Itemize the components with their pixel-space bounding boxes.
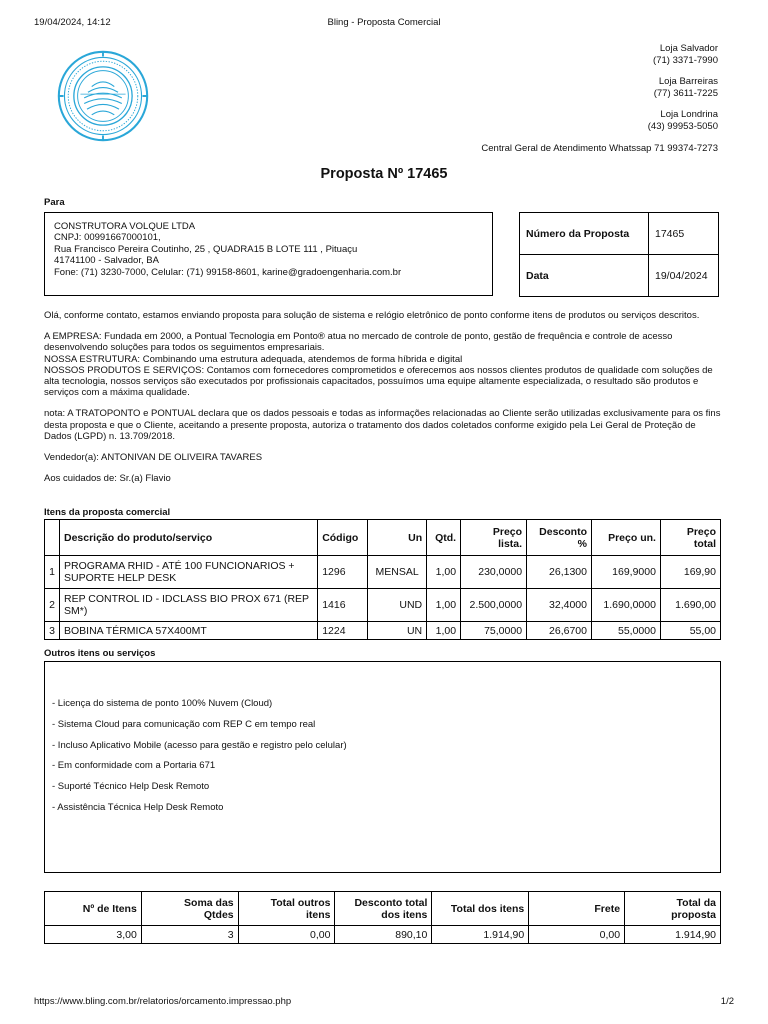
intro-text: Olá, conforme contato, estamos enviando proposta para solução de sistema e relógio eletrônico de ponto conforme itens de produtos ou serviços descritos. xyxy=(44,310,700,321)
item-quantity: 1,00 xyxy=(427,622,461,640)
item-code: 1224 xyxy=(318,622,368,640)
print-url: https://www.bling.com.br/relatorios/orcamento.impressao.php xyxy=(34,996,292,1007)
other-items-box xyxy=(44,661,721,873)
item-total: 55,00 xyxy=(660,622,720,640)
proposal-info-table xyxy=(519,212,719,297)
store-londrina xyxy=(648,109,718,132)
col-prop-line2: proposta xyxy=(671,908,716,921)
item-unit: UN xyxy=(368,622,427,640)
total-discount: 890,10 xyxy=(335,926,432,944)
recipient-label: Para xyxy=(44,197,65,208)
client-address: Rua Francisco Pereira Coutinho, 25 , QUADRA15 B LOTE 111 , Pituaçu xyxy=(54,243,358,255)
store-phone: (71) 3371-7990 xyxy=(653,54,718,66)
list-item: - Suporté Técnico Help Desk Remoto xyxy=(52,781,210,793)
item-quantity: 1,00 xyxy=(427,589,461,622)
col-list-price-line1: Preço xyxy=(492,525,523,538)
item-description: PROGRAMA RHID - ATÉ 100 FUNCIONARIOS + SUPORTE HELP DESK xyxy=(59,556,317,589)
item-index: 3 xyxy=(45,622,60,640)
list-item: - Licença do sistema de ponto 100% Nuvem (Cloud) xyxy=(52,698,273,709)
col-sum-line1: Soma das xyxy=(184,896,234,909)
proposal-body xyxy=(44,310,724,494)
col-total xyxy=(660,520,720,556)
store-barreiras xyxy=(648,76,718,99)
col-proposal-total xyxy=(625,892,721,926)
col-disc-line1: Desconto total xyxy=(354,896,428,909)
item-unit-price: 1.690,0000 xyxy=(592,589,661,622)
client-cnpj: CNPJ: 00991667000101, xyxy=(54,232,161,244)
col-sum-line2: Qtdes xyxy=(203,908,234,921)
col-list-price xyxy=(461,520,527,556)
col-prop-line1: Total da xyxy=(676,896,716,909)
col-description: Descrição do produto/serviço xyxy=(59,520,317,556)
col-sum-quantities xyxy=(141,892,238,926)
list-item: - Incluso Aplicativo Mobile (acesso para gestão e registro pelo celular) xyxy=(52,739,347,751)
print-page-title: Bling - Proposta Comercial xyxy=(327,17,441,28)
company-text: A EMPRESA: Fundada em 2000, a Pontual Tecnologia em Ponto® atua no mercado de controle de ponto, gestão de frequência e controle de acesso desenvolvendo soluções para todos os seguimentos empresariais. xyxy=(44,331,673,354)
col-list-price-line2: lista. xyxy=(498,537,523,550)
totals-row xyxy=(45,926,721,944)
items-section-label: Itens da proposta comercial xyxy=(44,507,171,518)
store-name: Loja Londrina xyxy=(660,109,718,120)
print-header xyxy=(34,17,734,29)
print-footer xyxy=(34,996,734,1008)
total-items: 1.914,90 xyxy=(432,926,529,944)
print-datetime: 19/04/2024, 14:12 xyxy=(34,17,111,28)
total-sum-quantities: 3 xyxy=(141,926,238,944)
col-items-total: Total dos itens xyxy=(432,892,529,926)
col-discount-line2: % xyxy=(577,537,587,550)
total-freight: 0,00 xyxy=(529,926,625,944)
item-total: 1.690,00 xyxy=(660,589,720,622)
col-unit: Un xyxy=(368,520,427,556)
totals-header-row xyxy=(45,892,721,926)
store-list xyxy=(648,43,718,142)
table-row xyxy=(45,622,721,640)
item-total: 169,90 xyxy=(660,556,720,589)
company-logo-icon xyxy=(56,49,150,143)
item-description: REP CONTROL ID - IDCLASS BIO PROX 671 (REP SM*) xyxy=(59,589,317,622)
store-phone: (77) 3611-7225 xyxy=(653,87,718,99)
col-unit-price: Preço un. xyxy=(592,520,661,556)
table-row xyxy=(45,589,721,622)
proposal-number-value: 17465 xyxy=(649,213,719,255)
col-quantity: Qtd. xyxy=(427,520,461,556)
client-contact: Fone: (71) 3230-7000, Celular: (71) 99158-8601, karine@gradoengenharia.com.br xyxy=(54,266,402,278)
item-quantity: 1,00 xyxy=(427,556,461,589)
total-other: 0,00 xyxy=(238,926,335,944)
products-text: NOSSOS PRODUTOS E SERVIÇOS: Contamos com fornecedores comprometidos e oferecemos aos nossos clientes produtos de qualidade com soluções de alta tecnologia, nossos serviços são executados por profissionais capacitados, possuímos uma equipe altamente especializada, o resultado são produtos e serviços com a máxima qualidade. xyxy=(44,364,713,399)
col-code: Código xyxy=(318,520,368,556)
other-section-label: Outros itens ou serviços xyxy=(44,648,156,659)
list-item: - Assistência Técnica Help Desk Remoto xyxy=(52,801,224,813)
central-contact: Central Geral de Atendimento Whatssap 71 99374-7273 xyxy=(481,143,718,154)
list-item: - Sistema Cloud para comunicação com REP C em tempo real xyxy=(52,718,316,730)
privacy-note: nota: A TRATOPONTO e PONTUAL declara que os dados pessoais e todas as informações relacionadas ao Cliente serão utilizadas exclusivamente para os fins desta proposta e que o Cliente, aceitando a presente proposta, autoriza o tratamento dos dados coletados conforme exigido pela Lei Geral de Proteção de Dados (LGPD) n. 13.709/2018. xyxy=(44,408,721,442)
store-name: Loja Salvador xyxy=(659,43,718,54)
client-name: CONSTRUTORA VOLQUE LTDA xyxy=(54,221,196,232)
col-total-line2: total xyxy=(693,537,716,550)
item-index: 2 xyxy=(45,589,60,622)
item-list-price: 75,0000 xyxy=(461,622,527,640)
total-number-of-items: 3,00 xyxy=(45,926,142,944)
col-other-total xyxy=(238,892,335,926)
items-table xyxy=(44,519,721,640)
col-freight: Frete xyxy=(529,892,625,926)
col-total-line1: Preço xyxy=(686,525,716,538)
proposal-date-label: Data xyxy=(520,255,649,297)
col-other-line1: Total outros xyxy=(270,896,331,909)
col-discount-total xyxy=(335,892,432,926)
col-disc-line2: dos itens xyxy=(381,908,428,921)
seller-text: Vendedor(a): ANTONIVAN DE OLIVEIRA TAVARES xyxy=(44,452,263,464)
structure-text: NOSSA ESTRUTURA: Combinando uma estrutura adequada, atendemos de forma híbrida e digital xyxy=(44,353,463,365)
print-page-number: 1/2 xyxy=(720,996,734,1007)
col-other-line2: itens xyxy=(305,908,331,921)
store-name: Loja Barreiras xyxy=(658,76,718,87)
item-discount: 32,4000 xyxy=(527,589,592,622)
item-code: 1416 xyxy=(318,589,368,622)
client-city: 41741100 - Salvador, BA xyxy=(54,255,159,267)
store-salvador xyxy=(648,43,718,66)
col-index xyxy=(45,520,60,556)
item-discount: 26,1300 xyxy=(527,556,592,589)
table-row xyxy=(45,556,721,589)
col-discount xyxy=(527,520,592,556)
col-number-of-items: Nº de Itens xyxy=(45,892,142,926)
item-index: 1 xyxy=(45,556,60,589)
store-phone: (43) 99953-5050 xyxy=(647,120,718,132)
item-unit-price: 55,0000 xyxy=(592,622,661,640)
proposal-title: Proposta Nº 17465 xyxy=(320,166,448,182)
totals-table xyxy=(44,891,721,944)
proposal-date-value: 19/04/2024 xyxy=(649,255,719,297)
item-list-price: 2.500,0000 xyxy=(461,589,527,622)
attention-text: Aos cuidados de: Sr.(a) Flavio xyxy=(44,473,171,485)
item-list-price: 230,0000 xyxy=(461,556,527,589)
client-box xyxy=(44,212,493,296)
item-description: BOBINA TÉRMICA 57X400MT xyxy=(59,622,317,640)
items-header-row xyxy=(45,520,721,556)
total-proposal: 1.914,90 xyxy=(625,926,721,944)
list-item: - Em conformidade com a Portaria 671 xyxy=(52,760,216,772)
item-discount: 26,6700 xyxy=(527,622,592,640)
proposal-number-label: Número da Proposta xyxy=(520,213,649,255)
item-unit: UND xyxy=(368,589,427,622)
item-code: 1296 xyxy=(318,556,368,589)
item-unit: MENSAL xyxy=(368,556,427,589)
item-unit-price: 169,9000 xyxy=(592,556,661,589)
col-discount-line1: Desconto xyxy=(539,525,587,538)
